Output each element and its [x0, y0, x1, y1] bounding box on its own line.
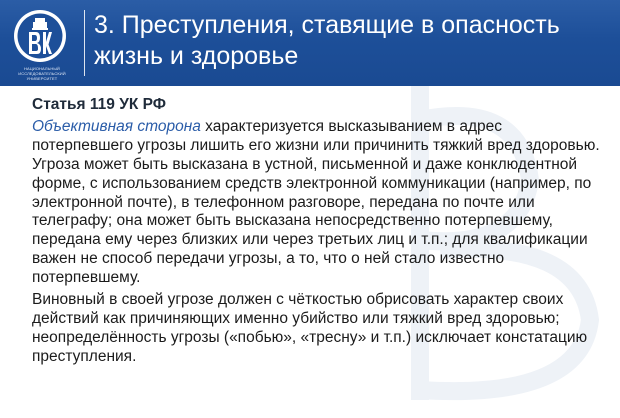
paragraph-guilty-party: Виновный в своей угрозе должен с чёткостью обрисовать характер своих действий как причиняющих именно убийство или тяжкий вред здоровью; неопределённость угрозы («побью», «тресну» и т.п.) исключает констатацию преступления. [32, 291, 588, 365]
logo-emblem-icon [12, 8, 68, 64]
slide-title: 3. Преступления, ставящие в опасность жизнь и здоровье [94, 11, 560, 70]
slide-content [32, 96, 600, 370]
logo-caption-line1: НАЦИОНАЛЬНЫЙ ИССЛЕДОВАТЕЛЬСКИЙ [18, 66, 66, 76]
article-heading: Статья 119 УК РФ [32, 96, 166, 113]
logo-caption-line2: УНИВЕРСИТЕТ [26, 76, 58, 81]
header-bar [0, 0, 620, 86]
term-objective-side: Объективная сторона [32, 117, 201, 135]
university-logo [0, 0, 84, 86]
logo-caption [4, 66, 80, 81]
paragraph-objective-side-text: характеризуется высказыванием в адрес потерпевшего угрозы лишить его жизни или причинить тяжкий вред здоровью. Угроза может быть высказана в устной, письменной и даже конклюдентной форме, с использованием средств электронной коммуникации (например, по электронной почте), в телефонном разговоре, передана по почте или телеграфу; она может быть высказана непосредственно потерпевшему, передана ему через близких или через третьих лиц и т.п.; для квалификации важен не способ передачи угрозы, а то, что о ней стало известно потерпевшему. [32, 117, 600, 287]
paragraph-objective-side [32, 118, 600, 288]
header-divider [84, 10, 85, 76]
